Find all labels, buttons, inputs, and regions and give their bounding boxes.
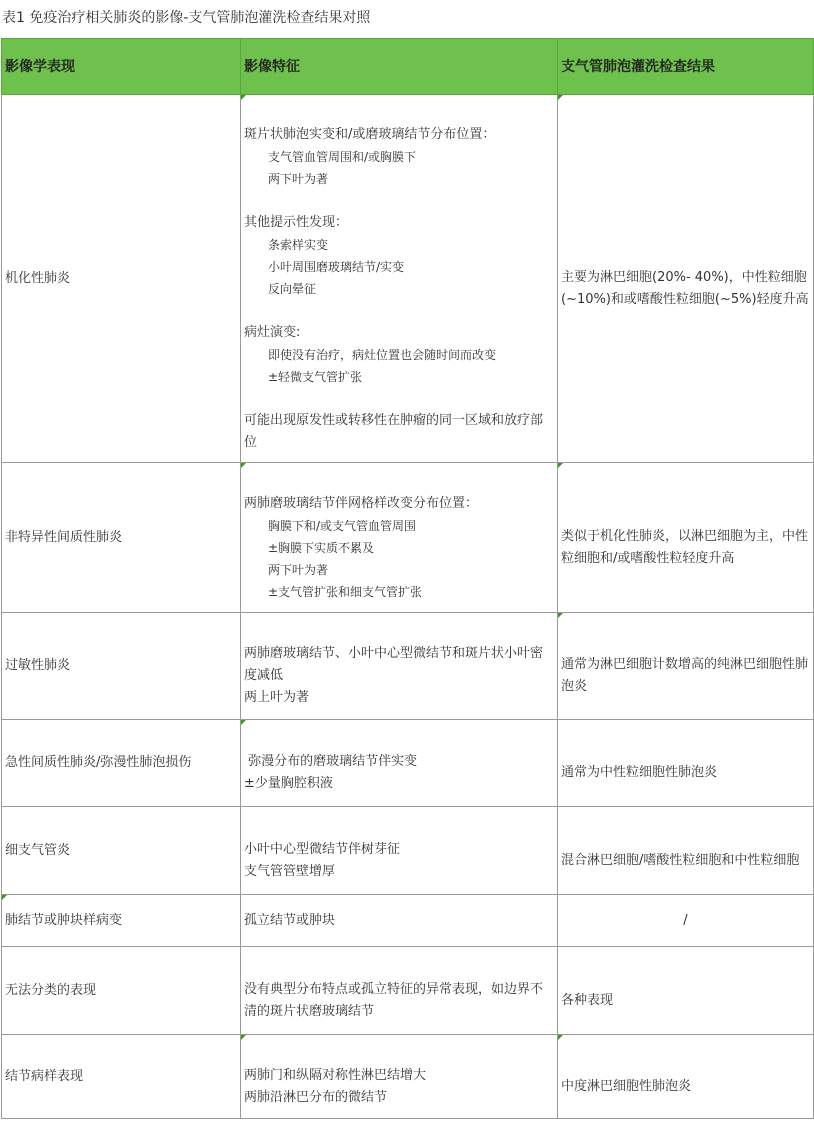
bal-text: 通常为淋巴细胞计数增高的纯淋巴细胞性肺泡炎 xyxy=(561,657,809,694)
table-row xyxy=(2,463,814,613)
row-name-cell xyxy=(2,720,241,807)
row-name-cell xyxy=(2,807,241,895)
feature-text: 两上叶为著 xyxy=(244,690,310,705)
feature-text: 小叶中心型微结节伴树芽征 xyxy=(244,841,401,857)
bal-text: 混合淋巴细胞/嗜酸性粒细胞和中性粒细胞 xyxy=(561,852,800,868)
feature-text: 两肺沿淋巴分布的微结节 xyxy=(244,1089,388,1105)
table-row xyxy=(2,947,814,1035)
row-name: 机化性肺炎 xyxy=(5,270,71,286)
row-name-cell xyxy=(2,463,241,613)
table-row xyxy=(2,1035,814,1119)
row-name-cell xyxy=(2,947,241,1035)
bal-text: 中度淋巴细胞性肺泡炎 xyxy=(561,1078,692,1094)
cell-marker xyxy=(558,613,563,618)
feature-text: 胸膜下和/或支气管血管周围 xyxy=(268,518,417,533)
table-row xyxy=(2,720,814,807)
cell-marker xyxy=(241,720,246,725)
feature-text: 两下叶为著 xyxy=(268,562,329,577)
cell-marker xyxy=(558,463,563,468)
row-name-cell xyxy=(2,613,241,720)
feature-text: 可能出现原发性或转移性在肿瘤的同一区域和放疗部位 xyxy=(244,412,544,450)
cell-marker xyxy=(558,95,563,100)
feature-text: 斑片状肺泡实变和/或磨玻璃结节分布位置： xyxy=(244,126,496,142)
cell-marker xyxy=(2,895,7,900)
row-name-cell xyxy=(2,1035,241,1119)
bal-cell xyxy=(558,807,814,895)
feature-text: 条索样实变 xyxy=(268,237,329,252)
features-cell xyxy=(241,463,558,613)
bal-cell xyxy=(558,613,814,720)
row-name: 过敏性肺炎 xyxy=(5,658,71,673)
row-name-cell xyxy=(2,895,241,947)
cell-marker xyxy=(558,1035,563,1040)
feature-text: 弥漫分布的磨玻璃结节伴实变 xyxy=(244,754,418,769)
row-name: 细支气管炎 xyxy=(5,842,71,858)
cell-marker xyxy=(241,95,246,100)
row-name: 肺结节或肿块样病变 xyxy=(5,912,123,928)
row-name: 非特异性间质性肺炎 xyxy=(5,529,123,545)
feature-text: 其他提示性发现： xyxy=(244,214,349,230)
bal-text: / xyxy=(683,912,688,928)
feature-text: 反向晕征 xyxy=(268,281,317,296)
bal-cell xyxy=(558,720,814,807)
feature-text: 小叶周围磨玻璃结节/实变 xyxy=(268,259,405,274)
header-bal-results: 支气管肺泡灌洗检查结果 xyxy=(558,39,814,95)
table-row xyxy=(2,895,814,947)
features-cell xyxy=(241,895,558,947)
feature-text: ±少量胸腔积液 xyxy=(244,776,333,791)
feature-text: 两肺门和纵隔对称性淋巴结增大 xyxy=(244,1067,427,1083)
table-row xyxy=(2,807,814,895)
bal-text: 类似于机化性肺炎，以淋巴细胞为主，中性粒细胞和/或嗜酸性粒轻度升高 xyxy=(561,528,809,566)
features-cell xyxy=(241,807,558,895)
feature-text: 没有典型分布特点或孤立特征的异常表现，如边界不清的斑片状磨玻璃结节 xyxy=(244,981,544,1019)
comparison-table xyxy=(1,38,814,1119)
features-cell xyxy=(241,613,558,720)
cell-marker xyxy=(241,1035,246,1040)
feature-text: 两肺磨玻璃结节伴网格样改变分布位置： xyxy=(244,495,479,511)
feature-text: ±支气管扩张和细支气管扩张 xyxy=(268,584,423,599)
bal-text: 各种表现 xyxy=(561,992,614,1008)
feature-text: 孤立结节或肿块 xyxy=(244,912,336,928)
table-caption: 表1 免疫治疗相关肺炎的影像-支气管肺泡灌洗检查结果对照 xyxy=(2,10,371,26)
cell-marker xyxy=(241,463,246,468)
table-row xyxy=(2,95,814,463)
feature-text: ±轻微支气管扩张 xyxy=(268,369,363,384)
feature-text: 两下叶为著 xyxy=(268,171,329,186)
feature-text: 支气管血管周围和/或胸膜下 xyxy=(268,149,417,164)
header-imaging-features: 影像特征 xyxy=(241,39,558,95)
bal-text: 主要为淋巴细胞(20%- 40%)，中性粒细胞(~10%)和或嗜酸性粒细胞(~5%)轻度升高 xyxy=(561,269,809,307)
bal-cell xyxy=(558,947,814,1035)
bal-cell xyxy=(558,463,814,613)
feature-text: 即使没有治疗，病灶位置也会随时间而改变 xyxy=(268,347,497,362)
features-cell xyxy=(241,720,558,807)
row-name: 无法分类的表现 xyxy=(5,982,97,998)
features-cell xyxy=(241,1035,558,1119)
bal-text: 通常为中性粒细胞性肺泡炎 xyxy=(561,765,718,780)
table-row xyxy=(2,613,814,720)
bal-cell xyxy=(558,895,814,947)
feature-text: 支气管管壁增厚 xyxy=(244,863,336,879)
bal-cell xyxy=(558,95,814,463)
features-cell xyxy=(241,947,558,1035)
header-row xyxy=(2,39,814,95)
header-imaging-type: 影像学表现 xyxy=(2,39,241,95)
features-cell xyxy=(241,95,558,463)
feature-text: 两肺磨玻璃结节、小叶中心型微结节和斑片状小叶密度减低 xyxy=(244,646,544,683)
feature-text: ±胸膜下实质不累及 xyxy=(268,540,375,555)
row-name: 急性间质性肺炎/弥漫性肺泡损伤 xyxy=(5,755,192,770)
bal-cell xyxy=(558,1035,814,1119)
row-name: 结节病样表现 xyxy=(5,1068,84,1084)
row-name-cell xyxy=(2,95,241,463)
feature-text: 病灶演变: xyxy=(244,324,301,340)
